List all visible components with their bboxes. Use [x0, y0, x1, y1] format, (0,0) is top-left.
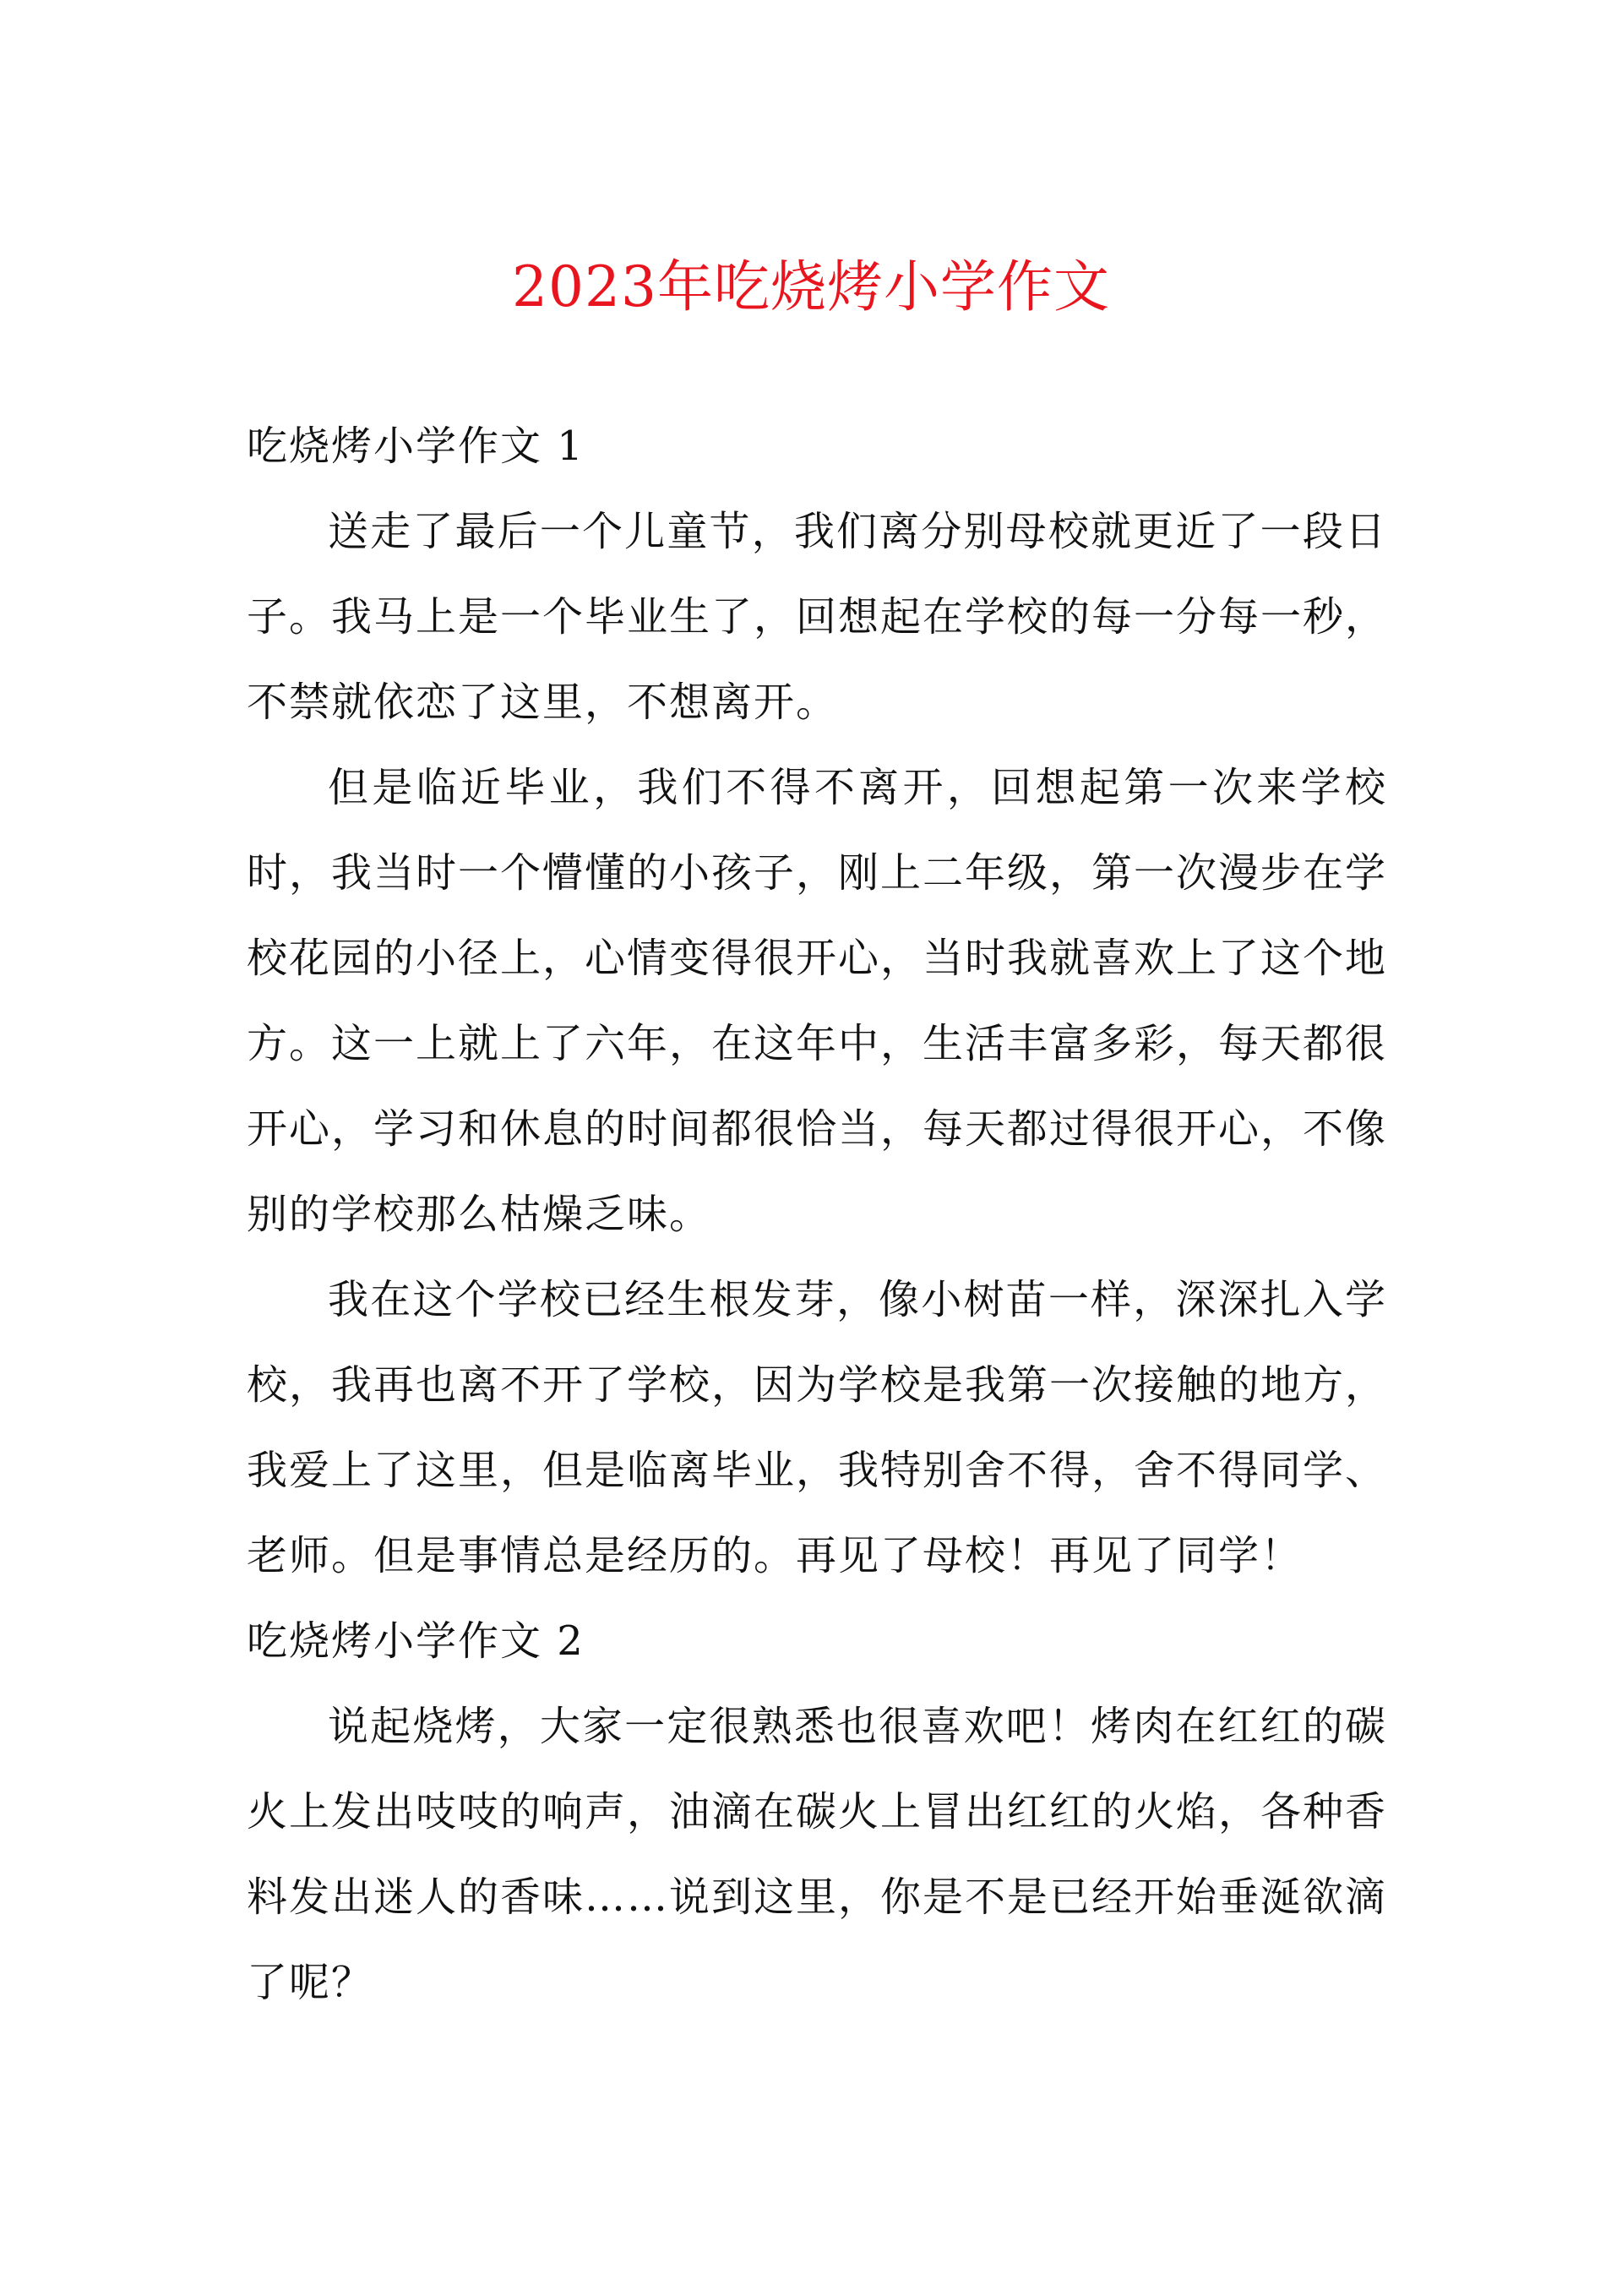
section-heading-1: 吃烧烤小学作文 1 — [247, 423, 585, 470]
section-1-paragraph-3: 我在这个学校已经生根发芽，像小树苗一样，深深扎入学校，我再也离不开了学校，因为学校是我第一次接触的地方，我爱上了这里，但是临离毕业，我特别舍不得，舍不得同学、老师。但是事情总是经历的。再见了母校！再见了同学！ — [247, 1276, 1388, 1579]
section-1-paragraph-2: 但是临近毕业，我们不得不离开，回想起第一次来学校时，我当时一个懵懂的小孩子，刚上二年级，第一次漫步在学校花园的小径上，心情变得很开心，当时我就喜欢上了这个地方。这一上就上了六年，在这年中，生活丰富多彩，每天都很开心，学习和休息的时间都很恰当，每天都过得很开心，不像别的学校那么枯燥乏味。 — [247, 764, 1388, 1238]
section-2-paragraph-1: 说起烧烤，大家一定很熟悉也很喜欢吧！烤肉在红红的碳火上发出吱吱的响声，油滴在碳火上冒出红红的火焰，各种香料发出迷人的香味……说到这里，你是不是已经开始垂涎欲滴了呢？ — [247, 1703, 1388, 2006]
essay-section-1 — [247, 404, 1387, 1599]
document-title: 2023年吃烧烤小学作文 — [512, 254, 1110, 319]
section-1-paragraph-1: 送走了最后一个儿童节，我们离分别母校就更近了一段日子。我马上是一个毕业生了，回想起在学校的每一分每一秒，不禁就依恋了这里，不想离开。 — [247, 508, 1388, 726]
section-heading-2: 吃烧烤小学作文 2 — [247, 1617, 585, 1665]
essay-section-2 — [247, 1599, 1387, 2026]
document-body — [247, 404, 1387, 2026]
